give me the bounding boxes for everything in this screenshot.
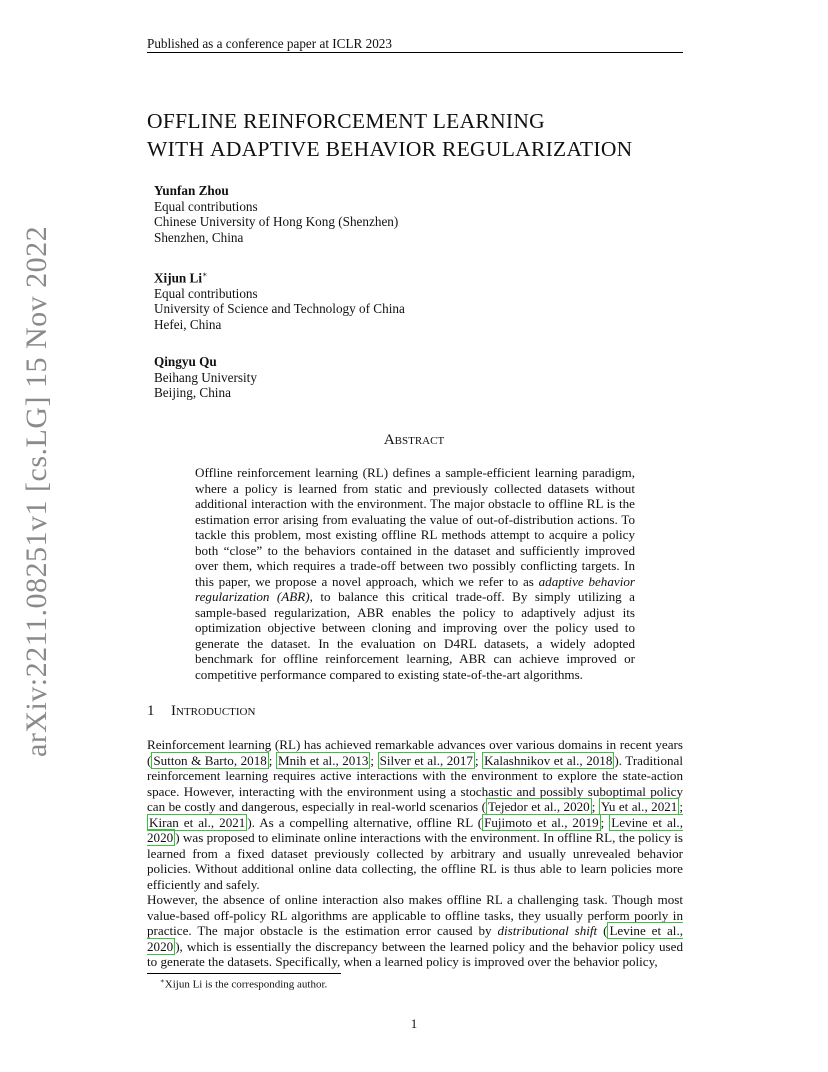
citation-link[interactable]: Fujimoto et al., 2019 xyxy=(484,814,599,830)
section-heading xyxy=(147,703,255,720)
author-block xyxy=(154,183,405,423)
footnote xyxy=(160,977,327,991)
citation-link[interactable]: Levine et al., 2020 xyxy=(147,814,683,845)
citation-link[interactable]: Yu et al., 2021 xyxy=(600,799,678,814)
author-affiliation-line: Shenzhen, China xyxy=(154,229,244,245)
citation-link[interactable]: Kiran et al., 2021 xyxy=(149,814,246,830)
author-entry xyxy=(154,183,405,245)
author-affiliation-line: Equal contributions xyxy=(154,198,258,214)
citation-link[interactable]: Silver et al., 2017 xyxy=(379,752,473,768)
author-entry xyxy=(154,354,405,401)
author-affiliation-line: Beihang University xyxy=(154,369,257,385)
author-affiliation-line: Chinese University of Hong Kong (Shenzhen) xyxy=(154,214,399,229)
citation-link[interactable]: Sutton & Barto, 2018 xyxy=(153,752,267,768)
paper-title xyxy=(147,107,632,163)
intro-paragraph-2: However, the absence of online interaction also makes offline RL a challenging task. Though most value-based off-policy RL algorithms are applicable to offline tasks, they usually perform poorly in practice. The major obstacle is the estimation error caused by distributional shift ( Levine et al., 2020 ), which is essentially the discrepancy between the learned policy and the behavior policy used to generate the datasets. Specifically, when a learned policy is improved over the behavior policy, xyxy=(147,892,683,969)
author-name: Xijun Li xyxy=(154,270,203,286)
footnote-rule xyxy=(147,973,341,974)
author-affiliation-line: Hefei, China xyxy=(154,316,222,332)
page-number: 1 xyxy=(410,1016,418,1031)
author-name: Yunfan Zhou xyxy=(154,183,229,198)
header-rule xyxy=(147,52,683,53)
abstract-heading: Abstract xyxy=(383,432,445,448)
citation-link[interactable]: Levine et al., 2020 xyxy=(147,923,683,954)
title-line-2: WITH ADAPTIVE BEHAVIOR REGULARIZATION xyxy=(147,137,633,161)
arxiv-identifier: arXiv:2211.08251v1 [cs.LG] 15 Nov 2022 xyxy=(20,225,53,757)
footnote-mark: ∗ xyxy=(160,977,165,985)
running-header: Published as a conference paper at ICLR 2023 xyxy=(147,36,392,51)
author-affiliation-line: Beijing, China xyxy=(154,385,231,401)
section-number: 1 xyxy=(147,703,155,719)
abstract-text: Offline reinforcement learning (RL) defines a sample-efficient learning paradigm, where a policy is learned from static and previously collected datasets without additional interaction with the environment. The major obstacle to offline RL is the estimation error arising from evaluating the value of out-of-distribution actions. To tackle this problem, most existing offline RL methods attempt to acquire a policy both “close” to the behaviors contained in the dataset and sufficiently improved over them, which requires a trade-off between two possibly conflicting targets. In this paper, we propose a novel approach, which we refer to as adaptive behavior regularization (ABR), to balance this critical trade-off. By simply utilizing a sample-based regularization, ABR enables the policy to adaptively adjust its optimization objective between cloning and improving over the policy used to generate the dataset. In the evaluation on D4RL datasets, a widely adopted benchmark for offline reinforcement learning, ABR can achieve improved or competitive performance compared to existing state-of-the-art algorithms. xyxy=(195,465,635,682)
author-name-line xyxy=(154,267,405,286)
author-affiliation-line: Equal contributions xyxy=(154,285,258,301)
intro-paragraph-1: Reinforcement learning (RL) has achieved remarkable advances over various domains in recent years ( Sutton & Barto, 2018 ; Mnih et al., 2013 ; Silver et al., 2017 ; Kalashnikov et al., 2018 ). Traditional reinforcement learning requires active interactions with the environment to explore the state-action space. However, interacting with the environment using a stochastic and possibly suboptimal policy can be costly and dangerous, especially in real-world scenarios ( Tejedor et al., 2020 ; Yu et al., 2021 ; Kiran et al., 2021 ). As a compelling alternative, offline RL ( Fujimoto et al., 2019 ; Levine et al., 2020 ) was proposed to eliminate online interactions with the environment. In offline RL, the policy is learned from a fixed dataset previously collected by arbitrary and usually unrevealed behavior policies. Without additional online data collecting, the offline RL is thus able to learn policies more efficiently and safely. xyxy=(147,737,683,892)
citation-link[interactable]: Kalashnikov et al., 2018 xyxy=(484,752,613,768)
footnote-text: Xijun Li is the corresponding author. xyxy=(164,978,328,991)
section-title: Introduction xyxy=(171,703,256,719)
author-affiliation-line: University of Science and Technology of China xyxy=(154,301,405,317)
citation-link[interactable]: Tejedor et al., 2020 xyxy=(487,799,590,814)
author-entry xyxy=(154,267,405,332)
title-line-1: OFFLINE REINFORCEMENT LEARNING xyxy=(147,109,546,133)
citation-link[interactable]: Mnih et al., 2013 xyxy=(277,752,369,768)
author-footnote-mark: ∗ xyxy=(202,270,208,279)
author-name: Qingyu Qu xyxy=(154,354,217,370)
